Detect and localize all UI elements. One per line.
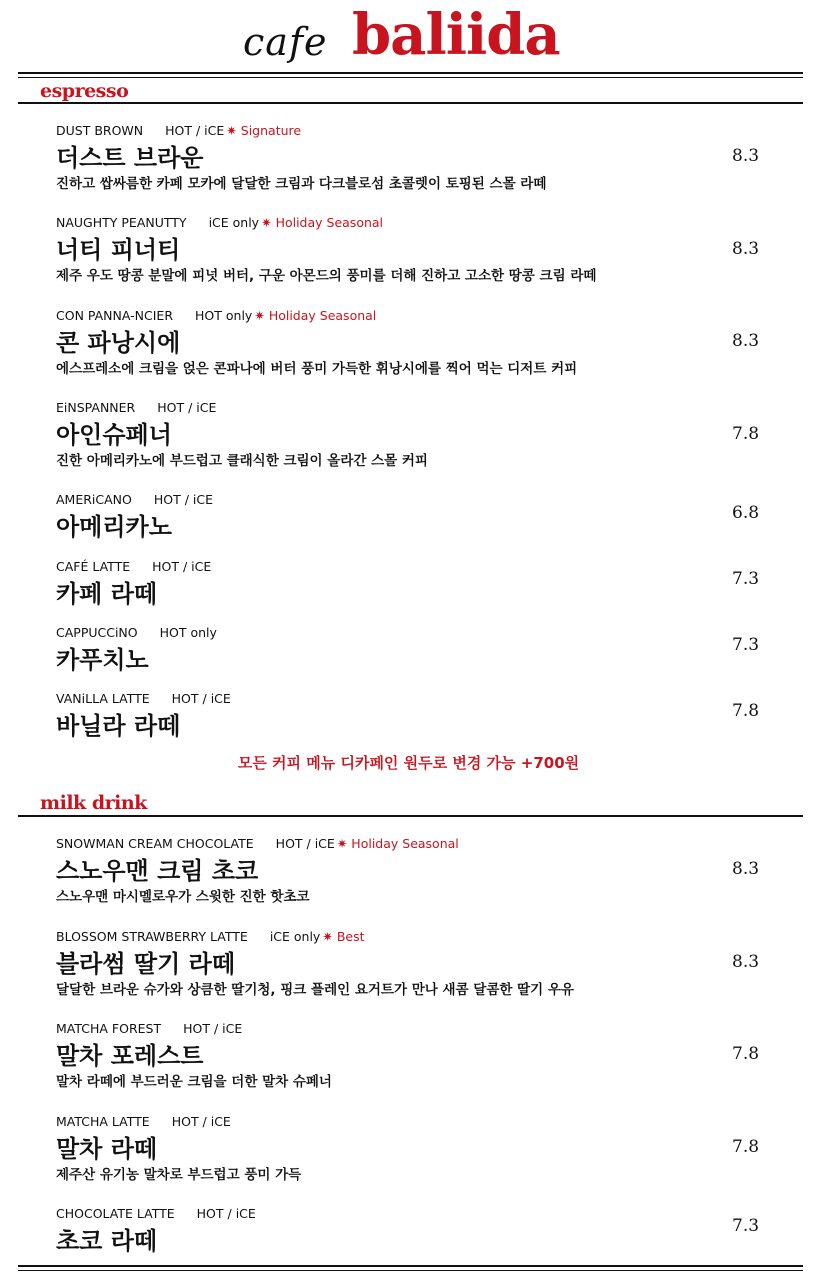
logo-cafe-text: cafe <box>243 20 328 64</box>
menu-item-kor-name: 말차 라떼 <box>56 1135 158 1163</box>
menu-item <box>56 928 776 1000</box>
menu-item-eng-name: VANiLLA LATTE <box>56 691 150 706</box>
menu-item-eng-name: AMERiCANO <box>56 492 132 507</box>
footer-rule-top <box>18 1265 803 1267</box>
menu-item-eng-name: CAPPUCCiNO <box>56 625 138 640</box>
menu-item-kor-name: 아메리카노 <box>56 513 172 541</box>
menu-item-temp-options: HOT / iCE <box>153 492 214 507</box>
menu-item-description: 진하고 쌉싸름한 카페 모카에 달달한 크림과 다크블로섬 초콜렛이 토핑된 스몰 라떼 <box>56 176 547 192</box>
menu-item-eng-name: CHOCOLATE LATTE <box>56 1206 175 1221</box>
menu-item-eng-line <box>56 835 776 853</box>
menu-item-eng-name: CAFÉ LATTE <box>56 559 131 574</box>
menu-item-eng-name: NAUGHTY PEANUTTY <box>56 215 187 230</box>
menu-item-temp-options: HOT / iCE <box>152 559 212 574</box>
menu-item-price: 7.3 <box>732 569 760 589</box>
menu-item-temp-options: HOT / iCE <box>183 1021 243 1036</box>
menu-item-description: 에스프레소에 크림을 얹은 콘파나에 버터 풍미 가득한 휘낭시에를 찍어 먹는 디저트 커피 <box>56 361 578 377</box>
menu-item-temp-options: iCE only <box>269 929 321 944</box>
menu-item <box>56 1020 776 1092</box>
menu-item-eng-name: MATCHA FOREST <box>56 1021 162 1036</box>
menu-item <box>56 307 776 379</box>
menu-item-price: 6.8 <box>732 503 760 523</box>
menu-item-eng-name: MATCHA LATTE <box>56 1114 150 1129</box>
menu-item-temp-options: HOT / iCE <box>157 400 217 415</box>
menu-item-price: 7.8 <box>732 701 760 721</box>
menu-item-eng-line <box>56 1205 776 1223</box>
menu-item-kor-name: 콘 파낭시에 <box>56 329 181 357</box>
menu-item-description: 제주 우도 땅콩 분말에 피넛 버터, 구운 아몬드의 풍미를 더해 진하고 고소한 땅콩 크림 라떼 <box>56 268 597 284</box>
footer-rule-bottom <box>18 1270 803 1271</box>
menu-item <box>56 690 776 742</box>
menu-item-eng-name: BLOSSOM STRAWBERRY LATTE <box>56 929 248 944</box>
menu-item-eng-name: EiNSPANNER <box>56 400 136 415</box>
menu-item <box>56 835 776 907</box>
menu-item-kor-name: 블라썸 딸기 라떼 <box>56 950 235 978</box>
menu-item-eng-line <box>56 1020 776 1038</box>
menu-item-tag: Holiday Seasonal <box>275 215 384 230</box>
menu-item-eng-line <box>56 122 776 140</box>
menu-item-temp-options: HOT / iCE <box>196 1206 256 1221</box>
menu-item-kor-name: 초코 라떼 <box>56 1227 158 1255</box>
star-icon: ✷ <box>226 123 237 138</box>
star-icon: ✷ <box>322 929 333 944</box>
menu-header <box>0 0 817 72</box>
header-rule-bottom <box>18 77 803 78</box>
menu-item-tag: Best <box>336 929 365 944</box>
menu-item-tag: Holiday Seasonal <box>268 308 377 323</box>
decaf-note: 모든 커피 메뉴 디카페인 원두로 변경 가능 +700원 <box>237 754 580 772</box>
menu-item <box>56 214 776 286</box>
menu-item-description: 진한 아메리카노에 부드럽고 클래식한 크림이 올라간 스몰 커피 <box>56 453 428 469</box>
menu-item-kor-name: 더스트 브라운 <box>56 144 204 172</box>
section-title-milk-drink: milk drink <box>40 792 147 814</box>
menu-item-description: 말차 라떼에 부드러운 크림을 더한 말차 슈페너 <box>56 1074 332 1090</box>
menu-item-eng-name: DUST BROWN <box>56 123 144 138</box>
section-title-espresso: espresso <box>40 80 129 102</box>
menu-item-tag: Signature <box>240 123 302 138</box>
star-icon: ✷ <box>254 308 265 323</box>
menu-item-price: 7.3 <box>732 1216 760 1236</box>
menu-item <box>56 399 776 471</box>
menu-item-eng-line <box>56 307 776 325</box>
menu-item <box>56 624 776 676</box>
menu-item-kor-name: 바닐라 라떼 <box>56 712 181 740</box>
menu-item-eng-line <box>56 214 776 232</box>
menu-item-temp-options: iCE only <box>208 215 260 230</box>
menu-item-price: 7.8 <box>732 424 760 444</box>
menu-item-kor-name: 스노우맨 크림 초코 <box>56 857 259 885</box>
menu-item <box>56 558 776 610</box>
espresso-rule <box>18 102 803 104</box>
menu-item-temp-options: HOT only <box>159 625 217 640</box>
menu-item-temp-options: HOT / iCE <box>275 836 335 851</box>
menu-item-price: 7.8 <box>732 1044 760 1064</box>
menu-item-eng-line <box>56 491 776 509</box>
menu-item-tag: Holiday Seasonal <box>351 836 459 851</box>
menu-item-eng-line <box>56 624 776 642</box>
menu-item-description: 달달한 브라운 슈가와 상큼한 딸기청, 핑크 플레인 요거트가 만나 새콤 달콤한 딸기 우유 <box>56 982 574 998</box>
menu-item-kor-name: 너티 피너티 <box>56 236 181 264</box>
menu-item-price: 8.3 <box>732 952 760 972</box>
menu-item-kor-name: 말차 포레스트 <box>56 1042 204 1070</box>
menu-item <box>56 122 776 194</box>
menu-item-temp-options: HOT only <box>195 308 253 323</box>
menu-item-eng-line <box>56 1113 776 1131</box>
star-icon: ✷ <box>336 836 348 851</box>
menu-item-eng-name: SNOWMAN CREAM CHOCOLATE <box>56 836 254 851</box>
menu-item-eng-line <box>56 690 776 708</box>
menu-item-price: 7.3 <box>732 635 760 655</box>
milk-rule <box>18 815 803 817</box>
menu-item-description: 스노우맨 마시멜로우가 스윗한 진한 핫초코 <box>56 889 310 905</box>
menu-item-kor-name: 카푸치노 <box>56 646 149 674</box>
menu-item-price: 8.3 <box>732 331 760 351</box>
menu-item-description: 제주산 유기농 말차로 부드럽고 풍미 가득 <box>56 1167 302 1183</box>
menu-item <box>56 491 776 543</box>
menu-item-eng-name: CON PANNA-NCIER <box>56 308 174 323</box>
menu-item-temp-options: HOT / iCE <box>165 123 225 138</box>
menu-item-eng-line <box>56 558 776 576</box>
menu-item-eng-line <box>56 928 776 946</box>
menu-item-price: 7.8 <box>732 1137 760 1157</box>
menu-item-kor-name: 아인슈페너 <box>56 421 172 449</box>
menu-item-temp-options: HOT / iCE <box>171 691 231 706</box>
menu-item-price: 8.3 <box>732 239 760 259</box>
menu-item <box>56 1113 776 1185</box>
menu-item-eng-line <box>56 399 776 417</box>
menu-item <box>56 1205 776 1257</box>
menu-item-kor-name: 카페 라떼 <box>56 580 158 608</box>
menu-item-temp-options: HOT / iCE <box>171 1114 231 1129</box>
header-rule-top <box>18 72 803 74</box>
star-icon: ✷ <box>261 215 272 230</box>
menu-item-price: 8.3 <box>732 859 760 879</box>
logo-brand-name: baliida <box>352 2 560 68</box>
menu-item-price: 8.3 <box>732 146 760 166</box>
